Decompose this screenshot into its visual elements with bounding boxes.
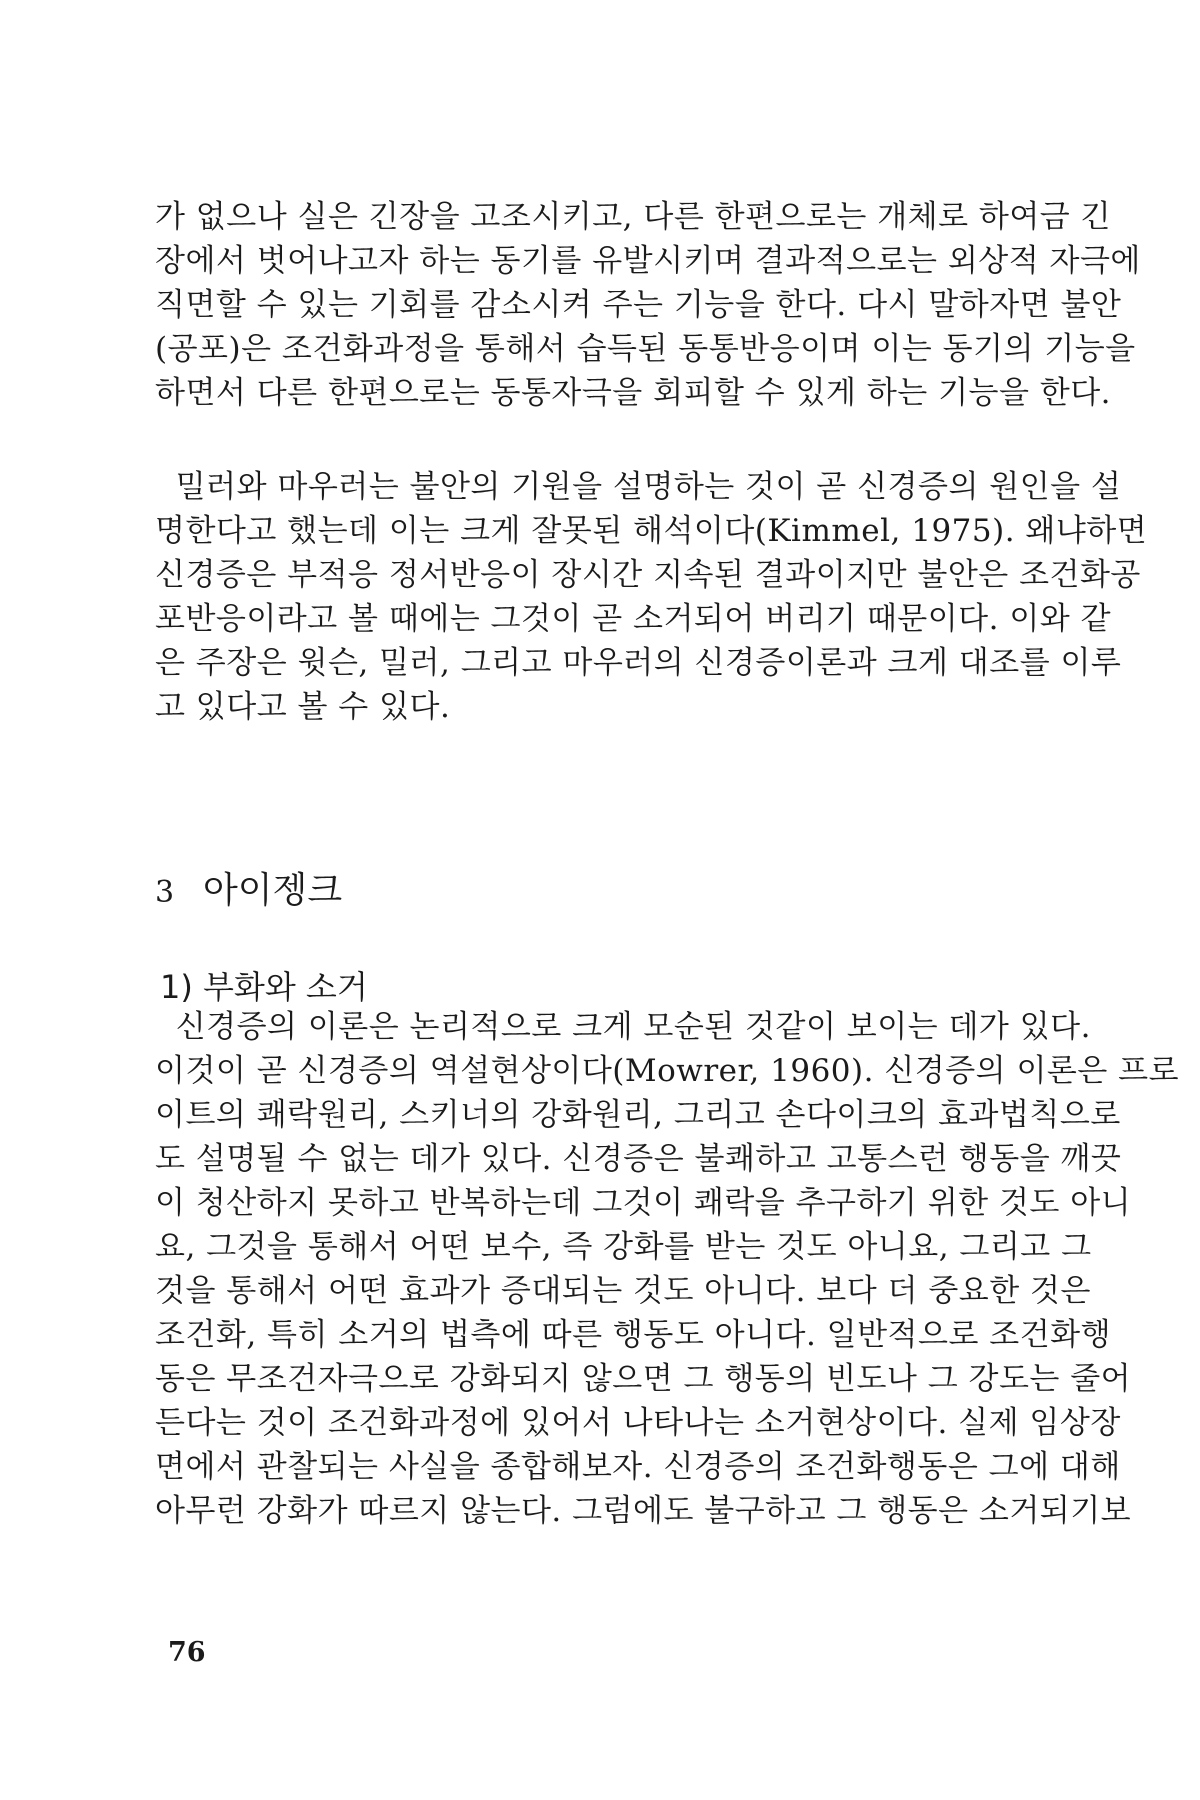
paragraph-miller: [155, 465, 1148, 729]
paragraph-continued: [155, 195, 1141, 415]
text-line: 가 없으나 실은 긴장을 고조시키고, 다른 한편으로는 개체로 하여금 긴: [155, 199, 1112, 235]
page-number: 76: [168, 1637, 206, 1668]
text-line: 것을 통해서 어떤 효과가 증대되는 것도 아니다. 보다 더 중요한 것은: [155, 1273, 1091, 1309]
text-line: 신경증의 이론은 논리적으로 크게 모순된 것같이 보이는 데가 있다.: [155, 1009, 1091, 1045]
paragraph-paradox: [155, 1005, 1180, 1533]
text-line: 이 청산하지 못하고 반복하는데 그것이 쾌락을 추구하기 위한 것도 아니: [155, 1185, 1132, 1221]
section-number: 3: [155, 875, 175, 910]
text-line: 이것이 곧 신경증의 역설현상이다(Mowrer, 1960). 신경증의 이론은 프로: [155, 1053, 1180, 1089]
text-line: 장에서 벗어나고자 하는 동기를 유발시키며 결과적으로는 외상적 자극에: [155, 243, 1141, 279]
section-title: 아이젱크: [203, 870, 343, 911]
text-line: 든다는 것이 조건화과정에 있어서 나타나는 소거현상이다. 실제 임상장: [155, 1405, 1121, 1441]
text-line: 요, 그것을 통해서 어떤 보수, 즉 강화를 받는 것도 아니요, 그리고 그: [155, 1229, 1092, 1265]
subsection-heading: 1) 부화와 소거: [160, 968, 368, 1006]
text-line: 조건화, 특히 소거의 법측에 따른 행동도 아니다. 일반적으로 조건화행: [155, 1317, 1112, 1353]
text-line: 직면할 수 있는 기회를 감소시켜 주는 기능을 한다. 다시 말하자면 불안: [155, 287, 1122, 323]
text-line: (공포)은 조건화과정을 통해서 습득된 동통반응이며 이는 동기의 기능을: [155, 331, 1136, 367]
text-line: 하면서 다른 한편으로는 동통자극을 회피할 수 있게 하는 기능을 한다.: [155, 375, 1112, 411]
text-line: 밀러와 마우러는 불안의 기원을 설명하는 것이 곧 신경증의 원인을 설: [155, 469, 1122, 505]
text-line: 아무런 강화가 따르지 않는다. 그럼에도 불구하고 그 행동은 소거되기보: [155, 1493, 1132, 1529]
text-line: 면에서 관찰되는 사실을 종합해보자. 신경증의 조건화행동은 그에 대해: [155, 1449, 1121, 1485]
text-line: 이트의 쾌락원리, 스키너의 강화원리, 그리고 손다이크의 효과법칙으로: [155, 1097, 1121, 1133]
text-line: 도 설명될 수 없는 데가 있다. 신경증은 불쾌하고 고통스런 행동을 깨끗: [155, 1141, 1122, 1177]
text-line: 동은 무조건자극으로 강화되지 않으면 그 행동의 빈도나 그 강도는 줄어: [155, 1361, 1132, 1397]
text-line: 은 주장은 윗슨, 밀러, 그리고 마우러의 신경증이론과 크게 대조를 이루: [155, 645, 1122, 681]
text-line: 포반응이라고 볼 때에는 그것이 곧 소거되어 버리기 때문이다. 이와 같: [155, 601, 1112, 637]
section-heading: [155, 862, 342, 913]
text-line: 명한다고 했는데 이는 크게 잘못된 해석이다(Kimmel, 1975). 왜냐하면: [155, 513, 1148, 549]
text-line: 고 있다고 볼 수 있다.: [155, 689, 451, 725]
text-line: 신경증은 부적응 정서반응이 장시간 지속된 결과이지만 불안은 조건화공: [155, 557, 1141, 593]
